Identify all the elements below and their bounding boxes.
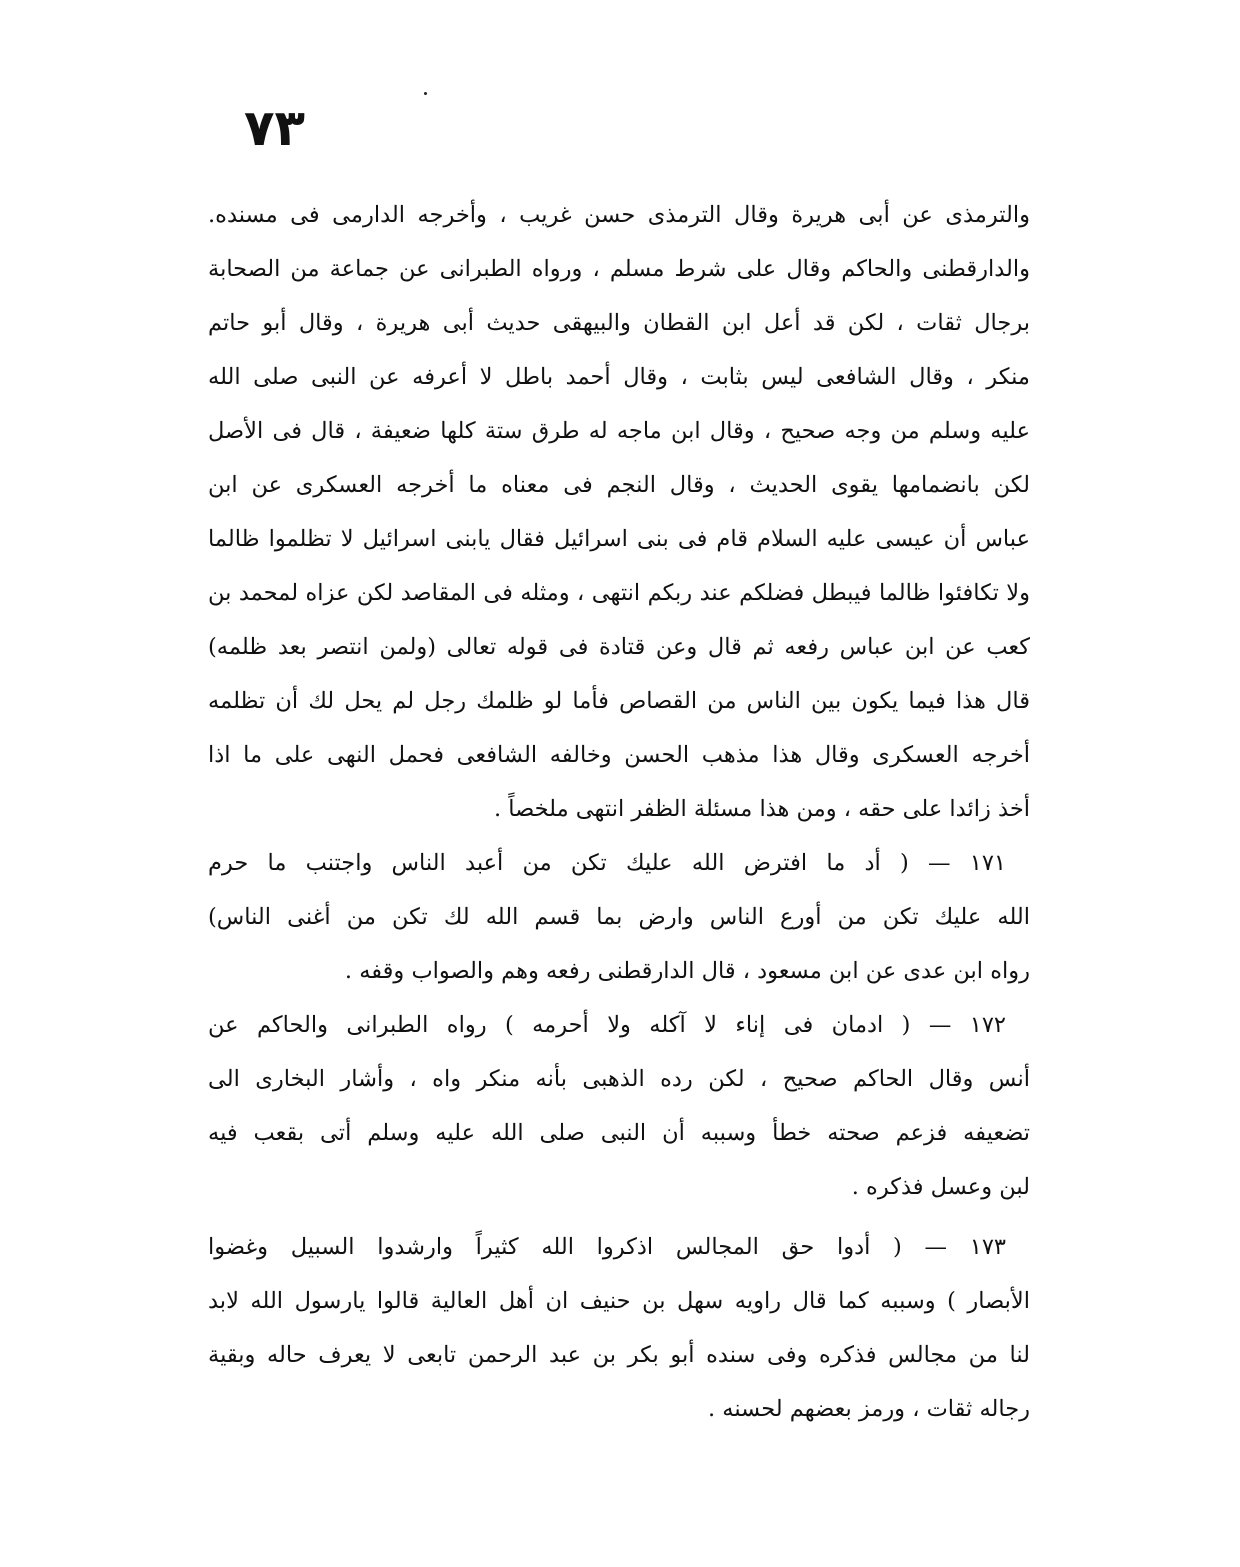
- entry-171-line-3: رواه ابن عدى عن ابن مسعود ، قال الدارقطنى رفعه وهم والصواب وقفه .: [344, 958, 1030, 984]
- entry-171-line-1: ١٧١ — ( أد ما افترض الله عليك تكن من أعبد الناس واجتنب ما حرم: [208, 850, 1006, 876]
- scan-speck: [424, 92, 427, 95]
- entry-173-line-2: الأبصار ) وسببه كما قال راويه سهل بن حنيف ان أهل العالية قالوا يارسول الله لابد: [208, 1288, 1030, 1314]
- entry-172-line-3: تضعيفه فزعم صحته خطأ وسببه أن النبى صلى الله عليه وسلم أتى بقعب فيه: [208, 1120, 1030, 1146]
- text-line-6: لكن بانضمامها يقوى الحديث ، وقال النجم فى معناه ما أخرجه العسكرى عن ابن: [208, 472, 1030, 498]
- text-line-4: منكر ، وقال الشافعى ليس بثابت ، وقال أحمد باطل لا أعرفه عن النبى صلى الله: [208, 364, 1030, 390]
- text-line-3: برجال ثقات ، لكن قد أعل ابن القطان والبيهقى حديث أبى هريرة ، وقال أبو حاتم: [208, 310, 1030, 336]
- entry-173-line-1: ١٧٣ — ( أدوا حق المجالس اذكروا الله كثيراً وارشدوا السبيل وغضوا: [208, 1234, 1006, 1260]
- entry-172-line-1: ١٧٢ — ( ادمان فى إناء لا آكله ولا أحرمه ) رواه الطبرانى والحاكم عن: [208, 1012, 1006, 1038]
- text-line-8: ولا تكافئوا ظالما فيبطل فضلكم عند ربكم انتهى ، ومثله فى المقاصد لكن عزاه لمحمد بن: [208, 580, 1030, 606]
- entry-172-line-4: لبن وعسل فذكره .: [851, 1174, 1030, 1200]
- text-line-2: والدارقطنى والحاكم وقال على شرط مسلم ، ورواه الطبرانى عن جماعة من الصحابة: [208, 256, 1030, 282]
- text-line-12: أخذ زائدا على حقه ، ومن هذا مسئلة الظفر انتهى ملخصاً .: [493, 796, 1030, 822]
- text-line-10: قال هذا فيما يكون بين الناس من القصاص فأما لو ظلمك رجل لم يحل لك أن تظلمه: [208, 688, 1030, 714]
- entry-173-line-3: لنا من مجالس فذكره وفى سنده أبو بكر بن عبد الرحمن تابعى لا يعرف حاله وبقية: [208, 1342, 1030, 1368]
- page-number: ٧٣: [244, 99, 306, 157]
- text-line-5: عليه وسلم من وجه صحيح ، وقال ابن ماجه له طرق ستة كلها ضعيفة ، قال فى الأصل: [208, 418, 1030, 444]
- body-text: [208, 188, 1030, 1436]
- entry-172-line-2: أنس وقال الحاكم صحيح ، لكن رده الذهبى بأنه منكر واه ، وأشار البخارى الى: [208, 1066, 1030, 1092]
- entry-173-line-4: رجاله ثقات ، ورمز بعضهم لحسنه .: [707, 1396, 1030, 1422]
- entry-171-line-2: الله عليك تكن من أورع الناس وارض بما قسم الله لك تكن من أغنى الناس): [208, 904, 1030, 930]
- text-line-7: عباس أن عيسى عليه السلام قام فى بنى اسرائيل فقال يابنى اسرائيل لا تظلموا ظالما: [208, 526, 1030, 552]
- text-line-11: أخرجه العسكرى وقال هذا مذهب الحسن وخالفه الشافعى فحمل النهى على ما اذا: [208, 742, 1030, 768]
- text-line-9: كعب عن ابن عباس رفعه ثم قال وعن قتادة فى قوله تعالى (ولمن انتصر بعد ظلمه): [208, 634, 1030, 660]
- text-line-1: والترمذى عن أبى هريرة وقال الترمذى حسن غريب ، وأخرجه الدارمى فى مسنده.: [208, 202, 1030, 228]
